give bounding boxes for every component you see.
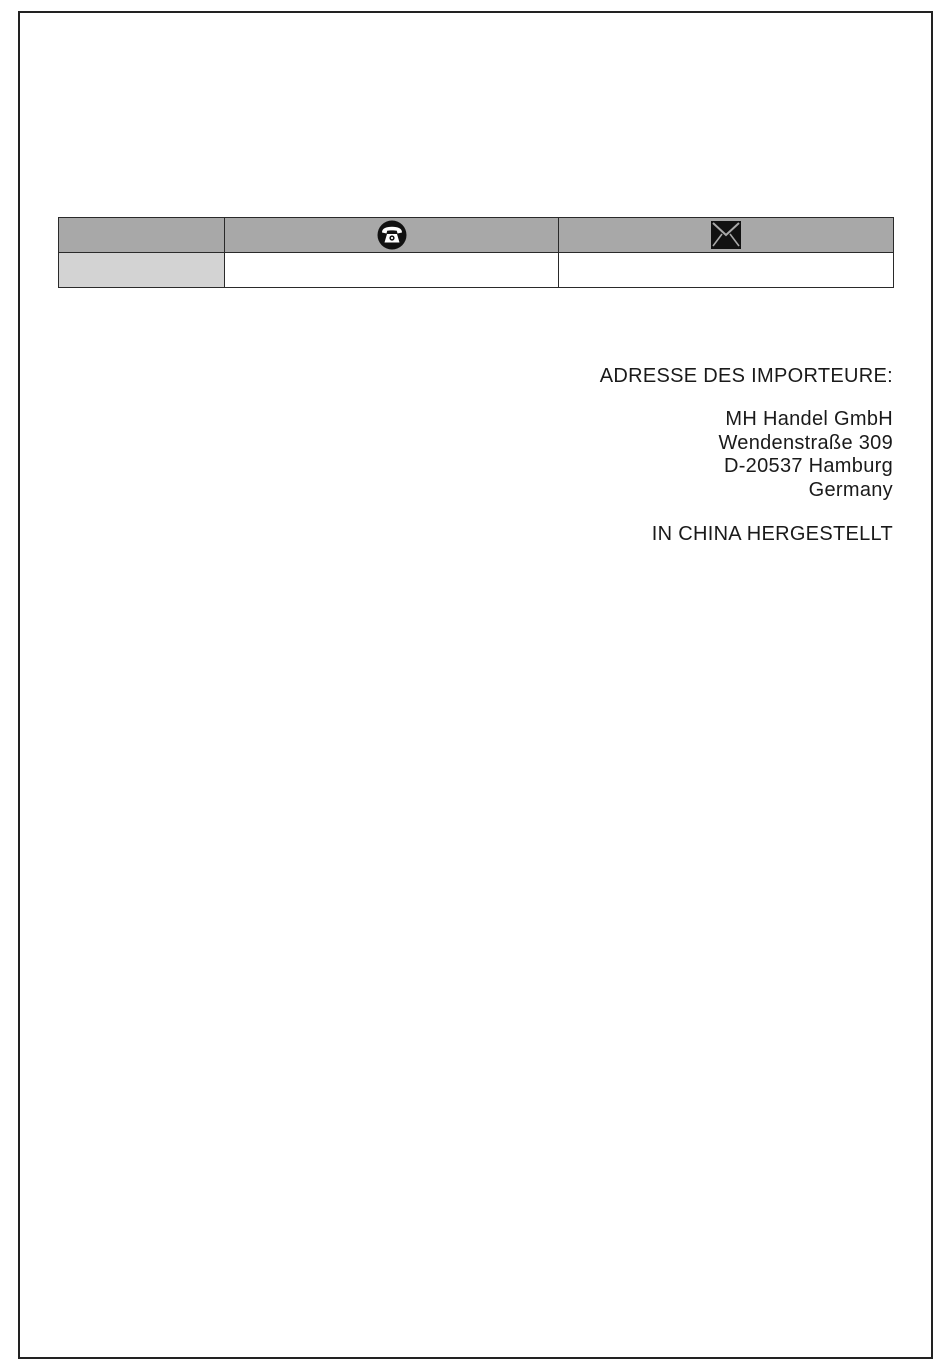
phone-value-cell xyxy=(225,253,559,288)
origin-statement: IN CHINA HERGESTELLT xyxy=(651,523,893,545)
header-email-cell xyxy=(559,218,894,253)
importer-company: MH Handel GmbH xyxy=(725,408,893,430)
importer-address-block xyxy=(600,364,893,546)
row-label-cell xyxy=(59,253,225,288)
importer-street: Wendenstraße 309 xyxy=(718,431,893,454)
telephone-icon xyxy=(376,220,408,250)
envelope-icon xyxy=(711,221,741,249)
email-value-cell xyxy=(559,253,894,288)
importer-country: Germany xyxy=(808,478,893,501)
contact-table xyxy=(58,217,894,288)
importer-city: D-20537 Hamburg xyxy=(723,455,893,477)
page-border xyxy=(18,11,933,1359)
contact-table-value-row xyxy=(59,253,894,288)
contact-table-header-row xyxy=(59,218,894,253)
header-label-cell xyxy=(59,218,225,253)
header-phone-cell xyxy=(225,218,559,253)
importer-heading: ADRESSE DES IMPORTEURE: xyxy=(599,365,893,387)
